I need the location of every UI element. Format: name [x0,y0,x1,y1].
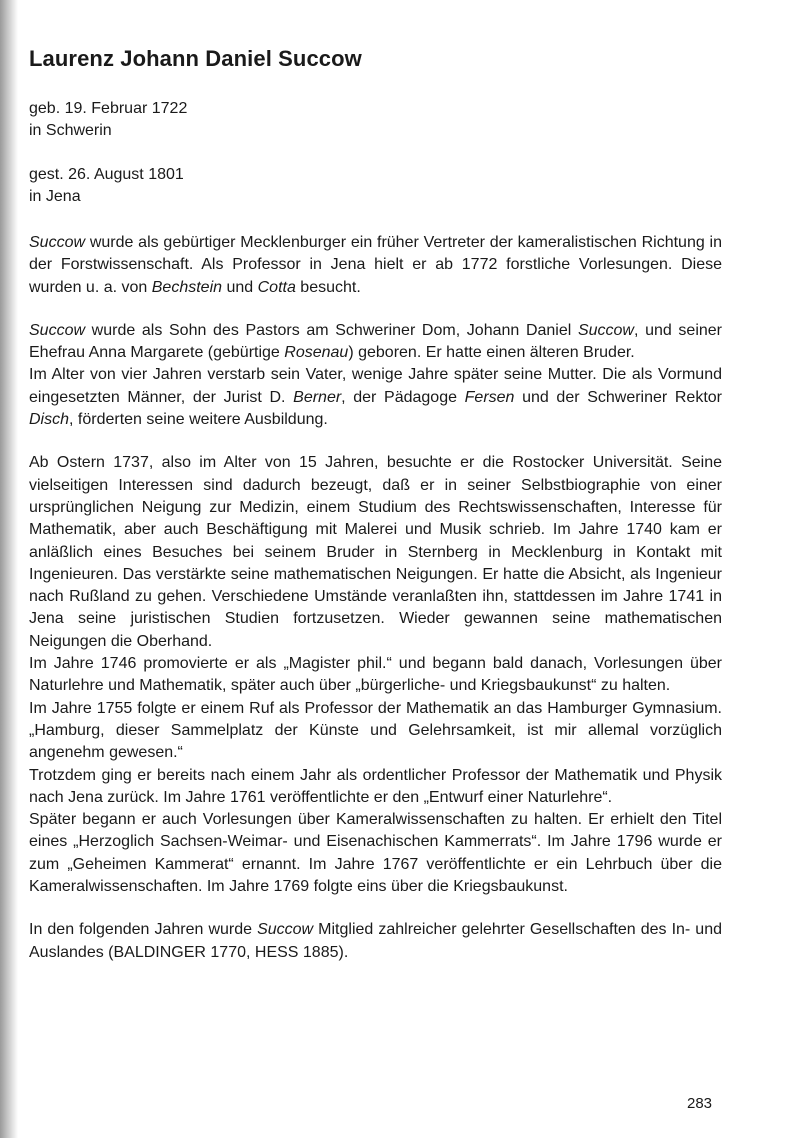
paragraph-career [29,452,722,898]
page-title: Laurenz Johann Daniel Succow [29,46,362,71]
paragraph-hamburg: Im Jahre 1755 folgte er einem Ruf als Professor der Mathematik an das Hamburger Gymnasium. „Hamburg, dieser Sammelplatz der Künste und Gelehrsamkeit, ist mir allemal vorzüglich angenehm gewesen.“ [29,699,722,762]
book-spine-shadow [0,0,18,1138]
paragraph-intro: Succow wurde als gebürtiger Mecklenburger ein früher Vertreter der kameralistischen Richtung in der Forstwissenschaft. Als Professor in Jena hielt er ab 1772 forstliche Vorlesungen. Diese wurden u. a. von Bechstein und Cotta besucht. [29,234,722,296]
paragraph-studies: Ab Ostern 1737, also im Alter von 15 Jahren, besuchte er die Rostocker Universität. Seine vielseitigen Interessen sind dadurch bezeugt, daß er in seiner Selbstbiographie von einer ursprünglichen Neigung zur Medizin, einem Studium des Rechtswissenschaften, Interesse für Mathematik, aber auch Beschäftigung mit Malerei und Musik schrieb. Im Jahre 1740 kam er anläßlich eines Besuches bei seinem Bruder in Sternberg in Mecklenburg in Kontakt mit Ingenieuren. Das verstärkte seine mathematischen Neigungen. Er hatte die Absicht, als Ingenieur nach Rußland zu gehen. Verschiedene Umstände veranlaßten ihn, stattdessen im Jahre 1741 in Jena seine juristischen Studien fortzusetzen. Wieder gewannen seine mathematischen Neigungen die Oberhand. [29,454,722,650]
death-date: gest. 26. August 1801 [29,166,184,183]
death-place: in Jena [29,188,81,205]
birth-date: geb. 19. Februar 1722 [29,100,188,117]
paragraph-kameral: Später begann er auch Vorlesungen über Kameralwissenschaften zu halten. Er erhielt den Titel eines „Herzoglich Sachsen-Weimar- und Eisenachischen Kammerrats“. Im Jahre 1796 wurde er zum „Geheimen Kammerat“ ernannt. Im Jahre 1767 veröffentlichte er ein Lehrbuch über die Kameralwissenschaften. Im Jahre 1769 folgte eins über die Kriegsbaukunst. [29,811,722,896]
paragraph-guardians: Im Alter von vier Jahren verstarb sein Vater, wenige Jahre später seine Mutter. Die als Vormund eingesetzten Männer, der Jurist D. Berner, der Pädagoge Fersen und der Schweriner Rektor Disch, förderten seine weitere Ausbildung. [29,366,722,429]
page-number: 283 [687,1095,713,1112]
birth-place: in Schwerin [29,122,112,139]
paragraph-promotion: Im Jahre 1746 promovierte er als „Magister phil.“ und begann bald danach, Vorlesungen über Naturlehre und Mathematik, später auch über „bürgerliche- und Kriegsbaukunst“ zu halten. [29,655,722,695]
paragraph-return-jena: Trotzdem ging er bereits nach einem Jahr als ordentlicher Professor der Mathematik und Physik nach Jena zurück. Im Jahre 1761 veröffentlichte er den „Entwurf einer Naturlehre“. [29,766,722,806]
paragraph-family: Succow wurde als Sohn des Pastors am Schweriner Dom, Johann Daniel Succow, und seiner Ehefrau Anna Margarete (gebürtige Rosenau) geboren. Er hatte einen älteren Bruder. Im Alter von vier Jahren verstarb sein Vater, wenige Jahre später seine Mutter. Die als Vormund eingesetzten Männer, der Jurist D. Berner, der Pädagoge Fersen und der Schweriner Rektor Disch, förderten seine weitere Ausbildung. [29,320,722,431]
life-dates [29,98,722,208]
page-content [29,44,722,964]
paragraph-societies: In den folgenden Jahren wurde Succow Mitglied zahlreicher gelehrter Gesellschaften des In- und Auslandes (BALDINGER 1770, HESS 1885). [29,921,722,961]
